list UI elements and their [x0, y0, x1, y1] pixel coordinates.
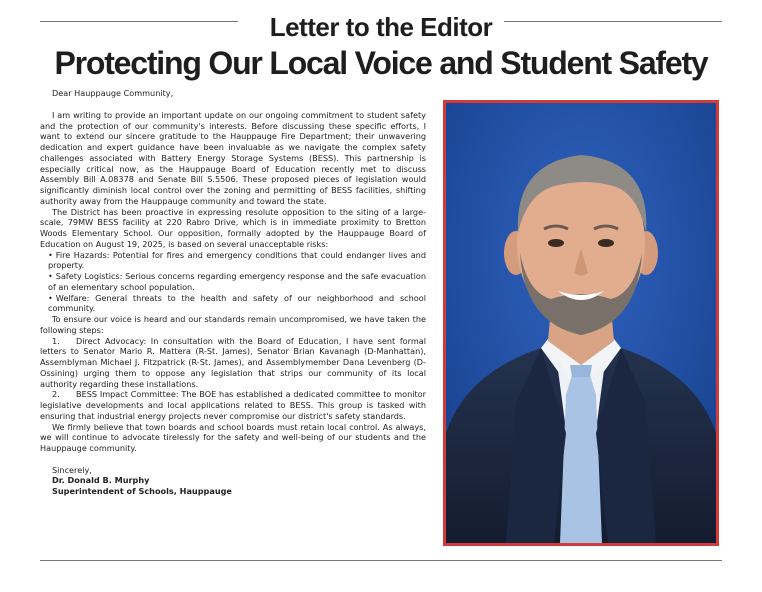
step-text: Direct Advocacy: In consultation with the Board of Education, I have sent formal letters to Senator Mario R. Mattera (R-St. James), Senator Brian Kavanagh (D-Manhattan), Assemblyman Michael J. Fitzpatrick (R-St. James), and Assemblymember Dana Levenberg (D-Ossining) urging them to oppose any legislation that strips our community of its local authority regarding these installations. [40, 335, 426, 389]
bullet-text: Safety Logistics: Serious concerns regarding emergency response and the safe evacuation of an elementary school population. [48, 271, 426, 292]
salutation: Dear Hauppauge Community, [52, 88, 174, 98]
paragraph-conclusion: We firmly believe that town boards and school boards must retain local control. As always, we will continue to advocate tirelessly for the safety and well-being of our students and the Hauppauge community. [40, 421, 426, 453]
headline: Protecting Our Local Voice and Student Safety [54, 45, 708, 81]
signer-name: Dr. Donald B. Murphy [52, 475, 150, 486]
footer-rule [40, 560, 722, 561]
step-number: 1. [52, 335, 60, 346]
paragraph-steps-intro: To ensure our voice is heard and our standards remain uncompromised, we have taken the following steps: [40, 314, 426, 335]
bullet-marker: • [48, 249, 53, 260]
numbered-step [40, 389, 426, 421]
author-portrait [443, 100, 719, 546]
bullet-marker: • [48, 271, 53, 281]
bullet-item [40, 250, 426, 272]
bullet-item [40, 293, 426, 315]
bullet-item [40, 271, 426, 293]
section-kicker: Letter to the Editor [269, 12, 493, 42]
signer-title: Superintendent of Schools, Hauppauge [52, 486, 232, 496]
step-number: 2. [52, 389, 60, 400]
paragraph-intro: I am writing to provide an important update on our ongoing commitment to student safety and the protection of our community's interests. Before discussing these specific efforts, I want to extend our sincere gratitude to the Hauppauge Fire Department; their unwavering dedication and expert guidance have been invaluable as we navigate the complex safety challenges associated with Battery Energy Storage Systems (BESS). This partnership is especially critical now, as the Hauppauge Board of Education recently met to discuss Assembly Bill A.08378 and Senate Bill S.5506. These proposed pieces of legislation would significantly diminish local control over the zoning and permitting of BESS facilities, shifting authority away from the Hauppauge community and toward the state. [40, 109, 426, 206]
tie-knot [570, 365, 592, 377]
numbered-step [40, 336, 426, 390]
portrait-illustration [446, 103, 716, 543]
letter-body [40, 88, 426, 497]
eye-left [548, 239, 564, 247]
step-text: BESS Impact Committee: The BOE has established a dedicated committee to monitor legislative developments and local applications related to BESS. This group is tasked with ensuring that industrial energy projects never compromise our district's safety standards. [40, 389, 426, 421]
tie [560, 375, 602, 543]
bullet-text: Welfare: General threats to the health and safety of our neighborhood and school community. [48, 292, 426, 314]
eye-right [598, 239, 614, 247]
closing: Sincerely, [52, 464, 92, 475]
bullet-text: Fire Hazards: Potential for fires and emergency conditions that could endanger lives and property. [48, 249, 426, 271]
bullet-marker: • [48, 292, 53, 303]
paragraph-opposition: The District has been proactive in expressing resolute opposition to the siting of a large-scale, 79MW BESS facility at 220 Rabro Drive, which is in immediate proximity to Bretton Woods Elementary School. Our opposition, formally adopted by the Hauppauge Board of Education on August 19, 2025, is based on several unacceptable risks: [40, 206, 426, 249]
